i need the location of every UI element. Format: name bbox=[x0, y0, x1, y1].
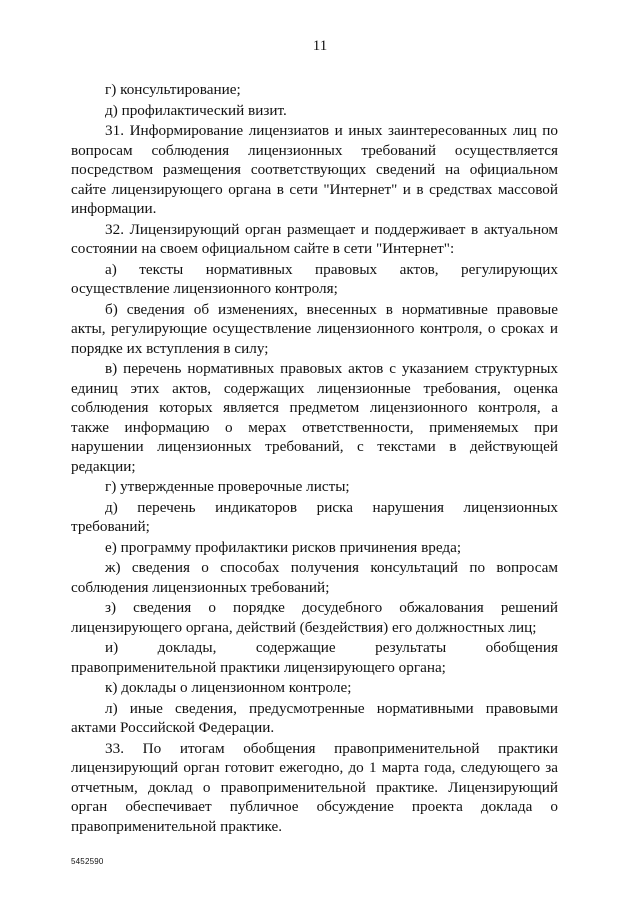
paragraph-33: 33. По итогам обобщения правоприменительной практики лицензирующий орган готовит ежегодно, до 1 марта года, следующего за отчетным, доклад о правоприменительной практике. Лицензирующий орган обеспечивает публичное обсуждение проекта доклада о правоприменительной практике. bbox=[71, 739, 558, 835]
paragraph-32-v: в) перечень нормативных правовых актов с указанием структурных единиц этих актов, содержащих лицензионные требования, оценка соблюдения которых является предметом лицензионного контроля, а также информацию о мерах ответственности, применяемых при нарушении лицензионных требований, с текстами в действующей редакции; bbox=[71, 360, 558, 475]
paragraph-32-i: и) доклады, содержащие результаты обобщения правоприменительной практики лицензирующего органа; bbox=[71, 639, 558, 676]
paragraph-32-zh: ж) сведения о способах получения консультаций по вопросам соблюдения лицензионных требований; bbox=[71, 559, 558, 596]
page-number: 11 bbox=[312, 38, 328, 54]
paragraph-item-g-consulting: г) консультирование; bbox=[105, 81, 241, 98]
paragraph-32: 32. Лицензирующий орган размещает и поддерживает в актуальном состоянии на своем официальном сайте в сети "Интернет": bbox=[71, 220, 558, 257]
paragraph-32-d: д) перечень индикаторов риска нарушения лицензионных требований; bbox=[71, 498, 558, 535]
paragraph-32-e: е) программу профилактики рисков причинения вреда; bbox=[105, 538, 462, 556]
document-code: 5452590 bbox=[71, 857, 104, 866]
paragraph-item-d-preventive-visit: д) профилактический визит. bbox=[105, 101, 287, 119]
paragraph-32-b: б) сведения об изменениях, внесенных в нормативные правовые акты, регулирующие осуществление лицензионного контроля, о сроках и порядке их вступления в силу; bbox=[71, 300, 558, 357]
paragraph-32-g: г) утвержденные проверочные листы; bbox=[105, 478, 350, 495]
document-body bbox=[71, 80, 558, 836]
paragraph-32-z: з) сведения о порядке досудебного обжалования решений лицензирующего органа, действий (бездействия) его должностных лиц; bbox=[71, 599, 558, 636]
paragraph-32-k: к) доклады о лицензионном контроле; bbox=[105, 679, 352, 696]
paragraph-32-a: а) тексты нормативных правовых актов, регулирующих осуществление лицензионного контроля; bbox=[71, 260, 558, 297]
paragraph-31: 31. Информирование лицензиатов и иных заинтересованных лиц по вопросам соблюдения лицензионных требований осуществляется посредством размещения соответствующих сведений на официальном сайте лицензирующего органа в сети "Интернет" и в средствах массовой информации. bbox=[71, 122, 558, 217]
paragraph-32-l: л) иные сведения, предусмотренные нормативными правовыми актами Российской Федерации. bbox=[71, 699, 558, 736]
